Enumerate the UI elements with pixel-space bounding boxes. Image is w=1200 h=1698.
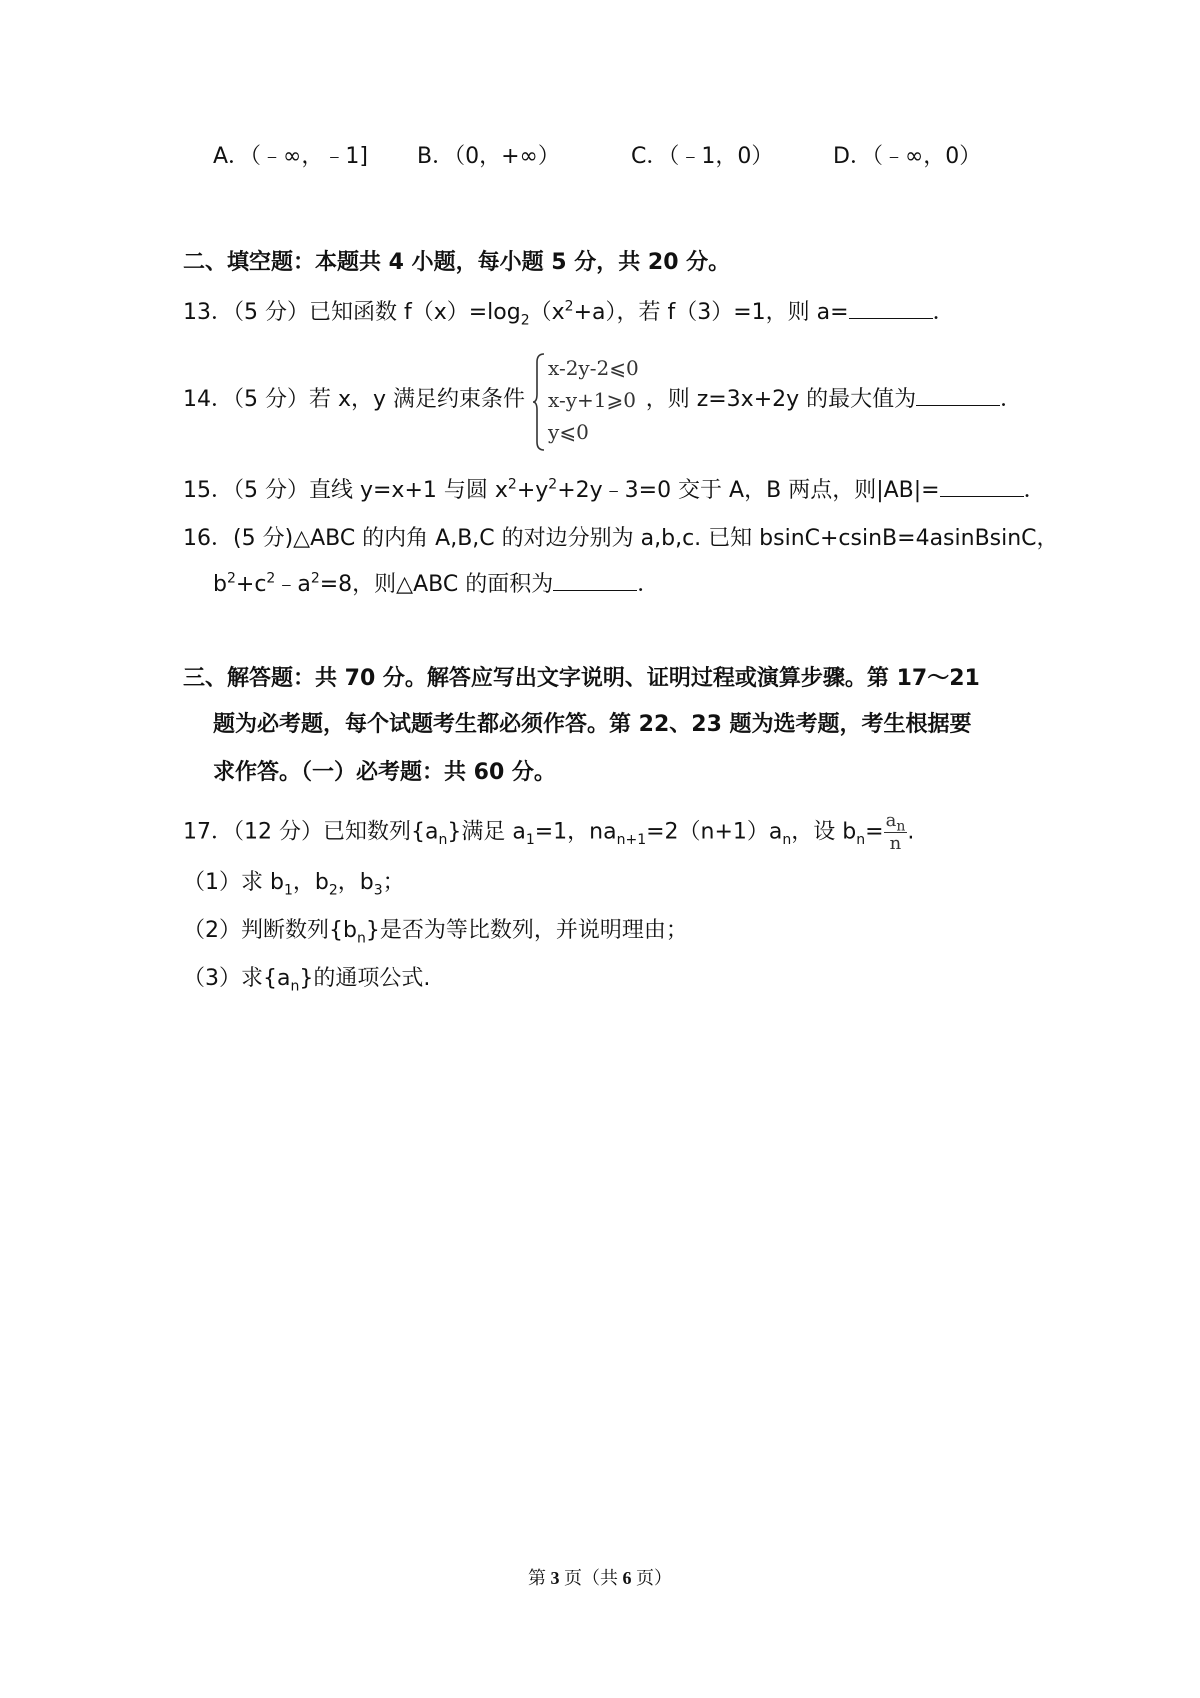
question-15: 15．（5 分）直线 y=x+1 与圆 $x^2+y^2+2y﹣3=0$ 交于 A，B 两点，则|AB|= ． [183, 476, 1046, 503]
answer-blank [849, 298, 933, 319]
fraction-an-over-n: $\frac{a_n}{n}$ [885, 810, 906, 854]
page-footer: 第 3 页（共 6 页） [528, 1568, 672, 1588]
answer-blank [916, 385, 1000, 406]
section3-heading-line3: 求作答。（一）必考题：共 60 分。 [213, 760, 556, 785]
section3-heading-line1: 三、解答题：共 70 分。解答应写出文字说明、证明过程或演算步骤。第 17～21 [183, 666, 980, 691]
constraint-system [532, 352, 639, 448]
question-16-line1: 16．(5 分)△ABC 的内角 A,B,C 的对边分别为 a,b,c. 已知 bsinC+csinB=4asinBsinC， [183, 526, 1059, 551]
option-c: C．（﹣1，0） [631, 144, 774, 169]
question-16-line2: $b^2+c^2﹣a^2=8$，则△ABC 的面积为 ． [213, 570, 660, 597]
question-13: 13．（5 分）已知函数 $f(x)=\log_2(x^2+a)$，若 f（3）=1，则 a= ． [183, 298, 955, 329]
option-d: D．（﹣∞，0） [833, 144, 982, 169]
section2-heading: 二、填空题：本题共 4 小题，每小题 5 分，共 20 分。 [183, 250, 731, 275]
question-17: 17．（12 分）已知数列$\{a_n\}$满足 $a_1=1$，$na_{n+1}=2(n+1)a_n$，设 $b_n=$ $\frac{a_n}{n}$ . [183, 810, 915, 854]
constraint-2: x-y+1⩾0 [548, 388, 636, 412]
constraint-3: y⩽0 [548, 420, 589, 444]
answer-blank [940, 476, 1024, 497]
constraint-1: x-2y-2⩽0 [548, 356, 639, 380]
question-17-part1: （1）求 $b_1$，$b_2$，$b_3$； [183, 870, 405, 899]
answer-blank [553, 570, 637, 591]
section3-heading-line2: 题为必考题，每个试题考生都必须作答。第 22、23 题为选考题，考生根据要 [213, 712, 972, 737]
option-a: A．（﹣∞，﹣1] [213, 144, 368, 169]
left-brace-icon [532, 352, 546, 452]
question-17-part3: （3）求$\{a_n\}$的通项公式. [183, 966, 431, 995]
question-14: 14．（5 分）若 x，y 满足约束条件 x-2y-2⩽0 x-y+1⩾0 y⩽0 ，则 z=3x+2y 的最大值为 ． [183, 352, 1022, 452]
question-17-part2: （2）判断数列$\{b_n\}$是否为等比数列，并说明理由； [183, 918, 688, 947]
option-b: B．（0，+∞） [417, 144, 560, 169]
